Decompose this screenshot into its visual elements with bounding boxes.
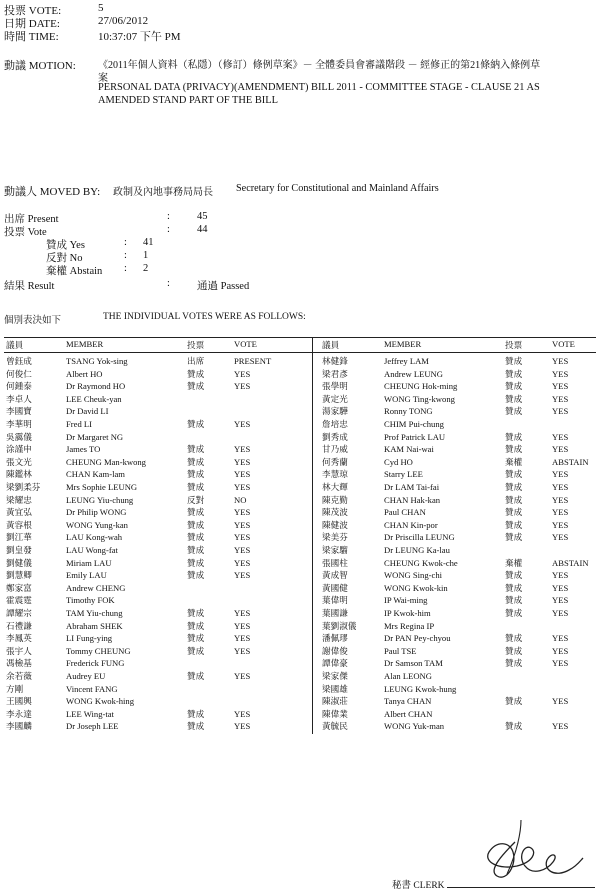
member-name-zh: 梁耀忠 xyxy=(6,494,32,505)
abstain-colon: : xyxy=(124,263,127,274)
vote-en: YES xyxy=(552,532,569,543)
member-name-en: Dr Philip WONG xyxy=(66,507,127,518)
vote-en: YES xyxy=(234,519,251,530)
member-name-zh: 黃毓民 xyxy=(322,721,348,732)
vote-zh: 贊成 xyxy=(505,356,523,366)
member-name-zh: 何鍾泰 xyxy=(6,381,32,392)
vote-en: YES xyxy=(552,406,569,417)
vote-en: YES xyxy=(552,431,569,442)
table-row xyxy=(0,569,600,581)
member-name-en: James TO xyxy=(66,444,101,455)
vote-zh: 棄權 xyxy=(505,557,523,568)
member-name-en: Dr Joseph LEE xyxy=(66,721,119,732)
member-name-en: Vincent FANG xyxy=(66,683,118,694)
member-name-zh: 林健鋒 xyxy=(322,356,348,366)
vote-zh: 贊成 xyxy=(505,645,523,656)
vote-zh: 贊成 xyxy=(505,381,523,392)
member-name-zh: 何俊仁 xyxy=(6,368,32,379)
table-row xyxy=(0,481,600,493)
member-name-zh: 劉健儀 xyxy=(6,557,32,568)
header-vote-zh-left: 投票 xyxy=(187,340,205,350)
individual-votes-label-en: THE INDIVIDUAL VOTES WERE AS FOLLOWS: xyxy=(103,312,306,322)
vote-zh: 贊成 xyxy=(187,545,205,555)
yes-colon: : xyxy=(124,237,127,248)
member-name-en: TAM Yiu-chung xyxy=(66,608,123,618)
table-row xyxy=(0,594,600,606)
vote-zh: 贊成 xyxy=(505,406,523,417)
member-name-en: WONG Ting-kwong xyxy=(384,393,455,404)
vote-zh: 贊成 xyxy=(505,444,523,455)
member-name-en: WONG Yung-kan xyxy=(66,519,128,530)
result-value: 通過 Passed xyxy=(197,281,250,292)
member-name-zh: 李華明 xyxy=(6,419,32,429)
mover-value-zh: 政制及內地事務局局長 xyxy=(113,187,213,198)
member-name-en: Albert CHAN xyxy=(384,708,433,719)
table-row xyxy=(0,645,600,657)
vote-number-value: 5 xyxy=(98,2,104,14)
vote-zh: 贊成 xyxy=(187,570,205,581)
member-name-zh: 陳健波 xyxy=(322,519,348,530)
vote-zh: 贊成 xyxy=(505,595,523,606)
table-row xyxy=(0,557,600,569)
member-name-zh: 黃定光 xyxy=(322,393,348,404)
mover-value-en: Secretary for Constitutional and Mainland Affairs xyxy=(236,183,439,194)
table-row xyxy=(0,531,600,543)
vote-zh: 贊成 xyxy=(187,532,205,543)
vote-en: YES xyxy=(552,582,569,593)
table-row xyxy=(0,393,600,405)
vote-zh: 贊成 xyxy=(505,608,523,618)
vote-en: YES xyxy=(234,620,251,631)
table-row xyxy=(0,405,600,417)
vote-en: YES xyxy=(234,381,251,392)
member-name-en: WONG Yuk-man xyxy=(384,721,445,732)
vote-en: YES xyxy=(234,570,251,581)
vote-en: ABSTAIN xyxy=(552,557,589,568)
member-name-en: LAU Wong-fat xyxy=(66,545,118,555)
vote-zh: 出席 xyxy=(187,356,205,366)
vote-en: YES xyxy=(234,545,251,555)
table-row xyxy=(0,632,600,644)
vote-zh: 贊成 xyxy=(187,671,205,681)
table-row xyxy=(0,683,600,695)
vote-zh: 贊成 xyxy=(505,582,523,593)
vote-zh: 反對 xyxy=(187,494,205,505)
member-name-zh: 譚偉豪 xyxy=(322,658,348,669)
member-name-zh: 陳淑莊 xyxy=(322,696,348,707)
member-name-zh: 張宇人 xyxy=(6,645,32,656)
vote-en: YES xyxy=(552,507,569,518)
vote-zh: 贊成 xyxy=(187,519,205,530)
member-name-en: CHAN Hak-kan xyxy=(384,494,441,505)
member-name-zh: 梁家騮 xyxy=(322,545,348,555)
table-row xyxy=(0,582,600,594)
vote-en: YES xyxy=(552,494,569,505)
vote-zh: 贊成 xyxy=(505,368,523,379)
vote-zh: 贊成 xyxy=(505,696,523,707)
member-name-zh: 湯家驊 xyxy=(322,406,348,417)
member-name-en: Jeffrey LAM xyxy=(384,356,429,366)
table-row xyxy=(0,380,600,392)
member-name-en: Alan LEONG xyxy=(384,671,432,681)
member-name-en: Paul CHAN xyxy=(384,507,426,518)
present-count: 45 xyxy=(197,211,208,222)
member-name-zh: 詹培忠 xyxy=(322,419,348,429)
header-member-zh-left: 議員 xyxy=(6,340,24,350)
vote-en: YES xyxy=(552,645,569,656)
vote-zh: 贊成 xyxy=(505,469,523,480)
member-name-zh: 何秀蘭 xyxy=(322,456,348,467)
vote-zh: 贊成 xyxy=(505,658,523,669)
member-name-zh: 陳茂波 xyxy=(322,507,348,518)
member-name-en: IP Kwok-him xyxy=(384,608,431,618)
member-name-zh: 黃容根 xyxy=(6,519,32,530)
member-name-en: WONG Kwok-hing xyxy=(66,696,135,707)
member-name-en: Audrey EU xyxy=(66,671,106,681)
member-name-zh: 李鳳英 xyxy=(6,633,32,644)
vote-en: PRESENT xyxy=(234,356,272,366)
time-label: 時間 TIME: xyxy=(4,31,59,43)
vote-en: YES xyxy=(552,570,569,581)
member-name-zh: 黃宜弘 xyxy=(6,507,32,518)
member-name-en: IP Wai-ming xyxy=(384,595,428,606)
table-row xyxy=(0,620,600,632)
vote-zh: 贊成 xyxy=(187,419,205,429)
member-name-en: Emily LAU xyxy=(66,570,107,581)
vote-zh: 贊成 xyxy=(505,494,523,505)
vote-en: YES xyxy=(552,721,569,732)
member-name-en: Dr Priscilla LEUNG xyxy=(384,532,455,543)
vote-en: YES xyxy=(552,444,569,455)
vote-en: YES xyxy=(552,393,569,404)
vote-zh: 贊成 xyxy=(505,519,523,530)
member-name-en: Mrs Regina IP xyxy=(384,620,435,631)
member-name-zh: 曾鈺成 xyxy=(6,356,32,366)
table-row xyxy=(0,468,600,480)
member-name-en: Dr David LI xyxy=(66,406,109,417)
member-name-en: TSANG Yok-sing xyxy=(66,356,128,366)
member-name-en: Paul TSE xyxy=(384,645,417,656)
table-row xyxy=(0,695,600,707)
vote-zh: 贊成 xyxy=(187,482,205,492)
member-name-zh: 梁美芬 xyxy=(322,532,348,543)
vote-en: YES xyxy=(234,721,251,732)
vote-zh: 贊成 xyxy=(187,456,205,467)
yes-label: 贊成 Yes xyxy=(46,240,85,251)
table-row xyxy=(0,456,600,468)
table-row xyxy=(0,506,600,518)
vote-zh: 贊成 xyxy=(187,633,205,644)
member-name-en: CHEUNG Man-kwong xyxy=(66,456,146,467)
vote-zh: 贊成 xyxy=(505,633,523,644)
member-name-zh: 李卓人 xyxy=(6,393,32,404)
member-name-zh: 霍震霆 xyxy=(6,595,32,606)
table-row xyxy=(0,708,600,720)
member-name-en: CHAN Kam-lam xyxy=(66,469,125,480)
table-row xyxy=(0,494,600,506)
member-name-en: Dr Raymond HO xyxy=(66,381,126,392)
table-top-rule xyxy=(4,337,596,338)
no-colon: : xyxy=(124,250,127,261)
motion-label: 動議 MOTION: xyxy=(4,60,76,72)
member-name-zh: 潘佩璆 xyxy=(322,633,348,644)
date-label: 日期 DATE: xyxy=(4,18,60,30)
vote-en: YES xyxy=(234,419,251,429)
member-name-zh: 梁國雄 xyxy=(322,683,348,694)
member-name-zh: 石禮謙 xyxy=(6,620,32,631)
member-name-en: Andrew LEUNG xyxy=(384,368,443,379)
member-name-en: CHEUNG Hok-ming xyxy=(384,381,458,392)
vote-en: YES xyxy=(234,444,251,455)
vote-en: YES xyxy=(234,608,251,618)
individual-votes-label-zh: 個別表決如下 xyxy=(4,316,62,326)
member-name-en: WONG Sing-chi xyxy=(384,570,442,581)
member-name-zh: 張國柱 xyxy=(322,557,348,568)
member-name-zh: 梁君彥 xyxy=(322,368,348,379)
member-name-en: Tanya CHAN xyxy=(384,696,432,707)
header-vote-en-left: VOTE xyxy=(234,339,257,349)
member-name-zh: 馮檢基 xyxy=(6,658,32,669)
header-member-en-right: MEMBER xyxy=(384,339,422,349)
member-name-en: LEE Cheuk-yan xyxy=(66,393,122,404)
vote-zh: 贊成 xyxy=(187,507,205,518)
table-row xyxy=(0,431,600,443)
member-name-zh: 張文光 xyxy=(6,456,32,467)
table-row xyxy=(0,607,600,619)
vote-en: YES xyxy=(234,368,251,379)
member-name-zh: 劉慧卿 xyxy=(6,570,32,581)
member-name-zh: 王國興 xyxy=(6,696,32,707)
vote-zh: 贊成 xyxy=(187,620,205,631)
vote-en: NO xyxy=(234,494,247,505)
member-name-en: KAM Nai-wai xyxy=(384,444,434,455)
header-member-en-left: MEMBER xyxy=(66,339,104,349)
member-name-en: Frederick FUNG xyxy=(66,658,125,669)
member-name-en: Prof Patrick LAU xyxy=(384,431,446,442)
no-count: 1 xyxy=(143,250,149,261)
member-name-zh: 涂謹申 xyxy=(6,444,32,455)
member-name-en: Abraham SHEK xyxy=(66,620,123,631)
time-value: 10:37:07 下午 PM xyxy=(98,31,181,43)
member-name-zh: 黃成智 xyxy=(322,570,348,581)
member-name-en: Ronny TONG xyxy=(384,406,433,417)
date-value: 27/06/2012 xyxy=(98,15,149,27)
table-row xyxy=(0,544,600,556)
member-name-zh: 陳鑑林 xyxy=(6,469,32,480)
member-name-zh: 方剛 xyxy=(6,683,24,694)
member-name-zh: 李國寶 xyxy=(6,406,32,417)
vote-en: YES xyxy=(552,595,569,606)
vote-number-label: 投票 VOTE: xyxy=(4,5,62,17)
member-name-zh: 李慧琼 xyxy=(322,469,348,480)
member-name-en: LAU Kong-wah xyxy=(66,532,123,543)
clerk-label: 秘書 CLERK xyxy=(392,881,445,891)
vote-total-colon: : xyxy=(167,224,170,235)
vote-en: YES xyxy=(552,658,569,669)
member-name-en: LEE Wing-tat xyxy=(66,708,114,719)
result-colon: : xyxy=(167,278,170,289)
member-name-en: Cyd HO xyxy=(384,456,413,467)
motion-title-zh: 《2011年個人資料（私隱）（修訂）條例草案》－ 全體委員會審議階段 － 經修正的第21條納入條例草 xyxy=(98,60,541,71)
vote-en: YES xyxy=(234,532,251,543)
present-colon: : xyxy=(167,211,170,222)
vote-zh: 贊成 xyxy=(187,381,205,392)
member-name-zh: 劉皇發 xyxy=(6,545,32,555)
vote-en: YES xyxy=(234,645,251,656)
header-vote-en-right: VOTE xyxy=(552,339,575,349)
abstain-count: 2 xyxy=(143,263,149,274)
member-name-zh: 甘乃威 xyxy=(322,444,348,455)
vote-en: YES xyxy=(234,671,251,681)
vote-zh: 贊成 xyxy=(187,557,205,568)
vote-zh: 贊成 xyxy=(187,444,205,455)
vote-zh: 贊成 xyxy=(187,608,205,618)
present-label: 出席 Present xyxy=(4,214,59,225)
member-name-zh: 葉劉淑儀 xyxy=(322,620,357,631)
clerk-signature xyxy=(455,812,590,888)
member-name-en: Albert HO xyxy=(66,368,103,379)
motion-title-en: PERSONAL DATA (PRIVACY)(AMENDMENT) BILL 2011 - COMMITTEE STAGE - CLAUSE 21 AS xyxy=(98,82,540,93)
member-name-en: Dr Samson TAM xyxy=(384,658,443,669)
table-row xyxy=(0,720,600,732)
vote-en: YES xyxy=(552,519,569,530)
motion-title-en-cont: AMENDED STAND PART OF THE BILL xyxy=(98,95,278,106)
table-row xyxy=(0,657,600,669)
vote-zh: 贊成 xyxy=(505,721,523,732)
member-name-zh: 李永達 xyxy=(6,708,32,719)
vote-en: YES xyxy=(234,708,251,719)
member-name-en: Timothy FOK xyxy=(66,595,115,606)
table-row xyxy=(0,355,600,367)
member-name-zh: 陳偉業 xyxy=(322,708,348,719)
vote-zh: 贊成 xyxy=(187,469,205,480)
vote-zh: 贊成 xyxy=(187,721,205,732)
vote-en: YES xyxy=(234,507,251,518)
member-name-zh: 梁家傑 xyxy=(322,671,348,681)
member-name-zh: 黃國健 xyxy=(322,582,348,593)
vote-en: YES xyxy=(552,356,569,366)
yes-count: 41 xyxy=(143,237,154,248)
vote-en: YES xyxy=(552,696,569,707)
vote-zh: 贊成 xyxy=(505,482,523,492)
member-name-en: Andrew CHENG xyxy=(66,582,126,593)
member-name-en: Mrs Sophie LEUNG xyxy=(66,482,138,492)
member-name-en: LI Fung-ying xyxy=(66,633,113,644)
member-name-zh: 林大輝 xyxy=(322,482,348,492)
vote-zh: 贊成 xyxy=(505,532,523,543)
vote-en: YES xyxy=(552,633,569,644)
vote-en: YES xyxy=(552,469,569,480)
member-name-en: LEUNG Kwok-hung xyxy=(384,683,457,694)
member-name-zh: 葉偉明 xyxy=(322,595,348,606)
member-name-zh: 梁劉柔芬 xyxy=(6,482,41,492)
vote-en: YES xyxy=(234,557,251,568)
no-label: 反對 No xyxy=(46,253,83,264)
vote-zh: 贊成 xyxy=(187,645,205,656)
member-name-zh: 劉江華 xyxy=(6,532,32,543)
table-row xyxy=(0,670,600,682)
vote-en: ABSTAIN xyxy=(552,456,589,467)
member-name-en: Dr LEUNG Ka-lau xyxy=(384,545,450,555)
member-name-zh: 葉國謙 xyxy=(322,608,348,618)
member-name-en: Tommy CHEUNG xyxy=(66,645,131,656)
table-row xyxy=(0,519,600,531)
clerk-signature-line xyxy=(447,887,595,888)
header-member-zh-right: 議員 xyxy=(322,340,340,350)
member-name-en: Dr PAN Pey-chyou xyxy=(384,633,451,644)
member-name-zh: 余若薇 xyxy=(6,671,32,681)
member-name-en: Starry LEE xyxy=(384,469,423,480)
member-name-zh: 譚耀宗 xyxy=(6,608,32,618)
result-label: 結果 Result xyxy=(4,281,55,292)
member-name-en: Miriam LAU xyxy=(66,557,112,568)
member-name-zh: 吳靄儀 xyxy=(6,431,32,442)
member-name-zh: 李國麟 xyxy=(6,721,32,732)
table-row xyxy=(0,368,600,380)
vote-en: YES xyxy=(552,608,569,618)
vote-en: YES xyxy=(234,482,251,492)
vote-zh: 贊成 xyxy=(505,507,523,518)
vote-en: YES xyxy=(552,381,569,392)
member-name-zh: 陳克勤 xyxy=(322,494,348,505)
vote-en: YES xyxy=(234,469,251,480)
member-name-en: CHIM Pui-chung xyxy=(384,419,444,429)
header-vote-zh-right: 投票 xyxy=(505,340,523,350)
member-name-zh: 鄭家富 xyxy=(6,582,32,593)
abstain-label: 棄權 Abstain xyxy=(46,266,103,277)
vote-zh: 贊成 xyxy=(187,368,205,379)
vote-total-label: 投票 Vote xyxy=(4,227,47,238)
vote-en: YES xyxy=(234,456,251,467)
motion-title-zh-cont: 案 xyxy=(98,73,108,84)
vote-zh: 贊成 xyxy=(505,393,523,404)
member-name-en: Dr Margaret NG xyxy=(66,431,124,442)
member-name-en: CHEUNG Kwok-che xyxy=(384,557,458,568)
table-header-rule xyxy=(4,352,596,353)
mover-label: 動議人 MOVED BY: xyxy=(4,186,101,198)
vote-zh: 贊成 xyxy=(505,431,523,442)
member-name-en: Dr LAM Tai-fai xyxy=(384,482,440,492)
member-name-zh: 張學明 xyxy=(322,381,348,392)
table-row xyxy=(0,443,600,455)
member-name-en: Fred LI xyxy=(66,419,93,429)
vote-en: YES xyxy=(234,633,251,644)
vote-en: YES xyxy=(552,482,569,492)
vote-zh: 贊成 xyxy=(505,570,523,581)
vote-total-count: 44 xyxy=(197,224,208,235)
member-name-zh: 謝偉俊 xyxy=(322,645,348,656)
vote-en: YES xyxy=(552,368,569,379)
table-row xyxy=(0,418,600,430)
member-name-en: LEUNG Yiu-chung xyxy=(66,494,134,505)
vote-zh: 棄權 xyxy=(505,456,523,467)
member-name-zh: 劉秀成 xyxy=(322,431,348,442)
member-name-en: CHAN Kin-por xyxy=(384,519,438,530)
vote-zh: 贊成 xyxy=(187,708,205,719)
member-name-en: WONG Kwok-kin xyxy=(384,582,448,593)
